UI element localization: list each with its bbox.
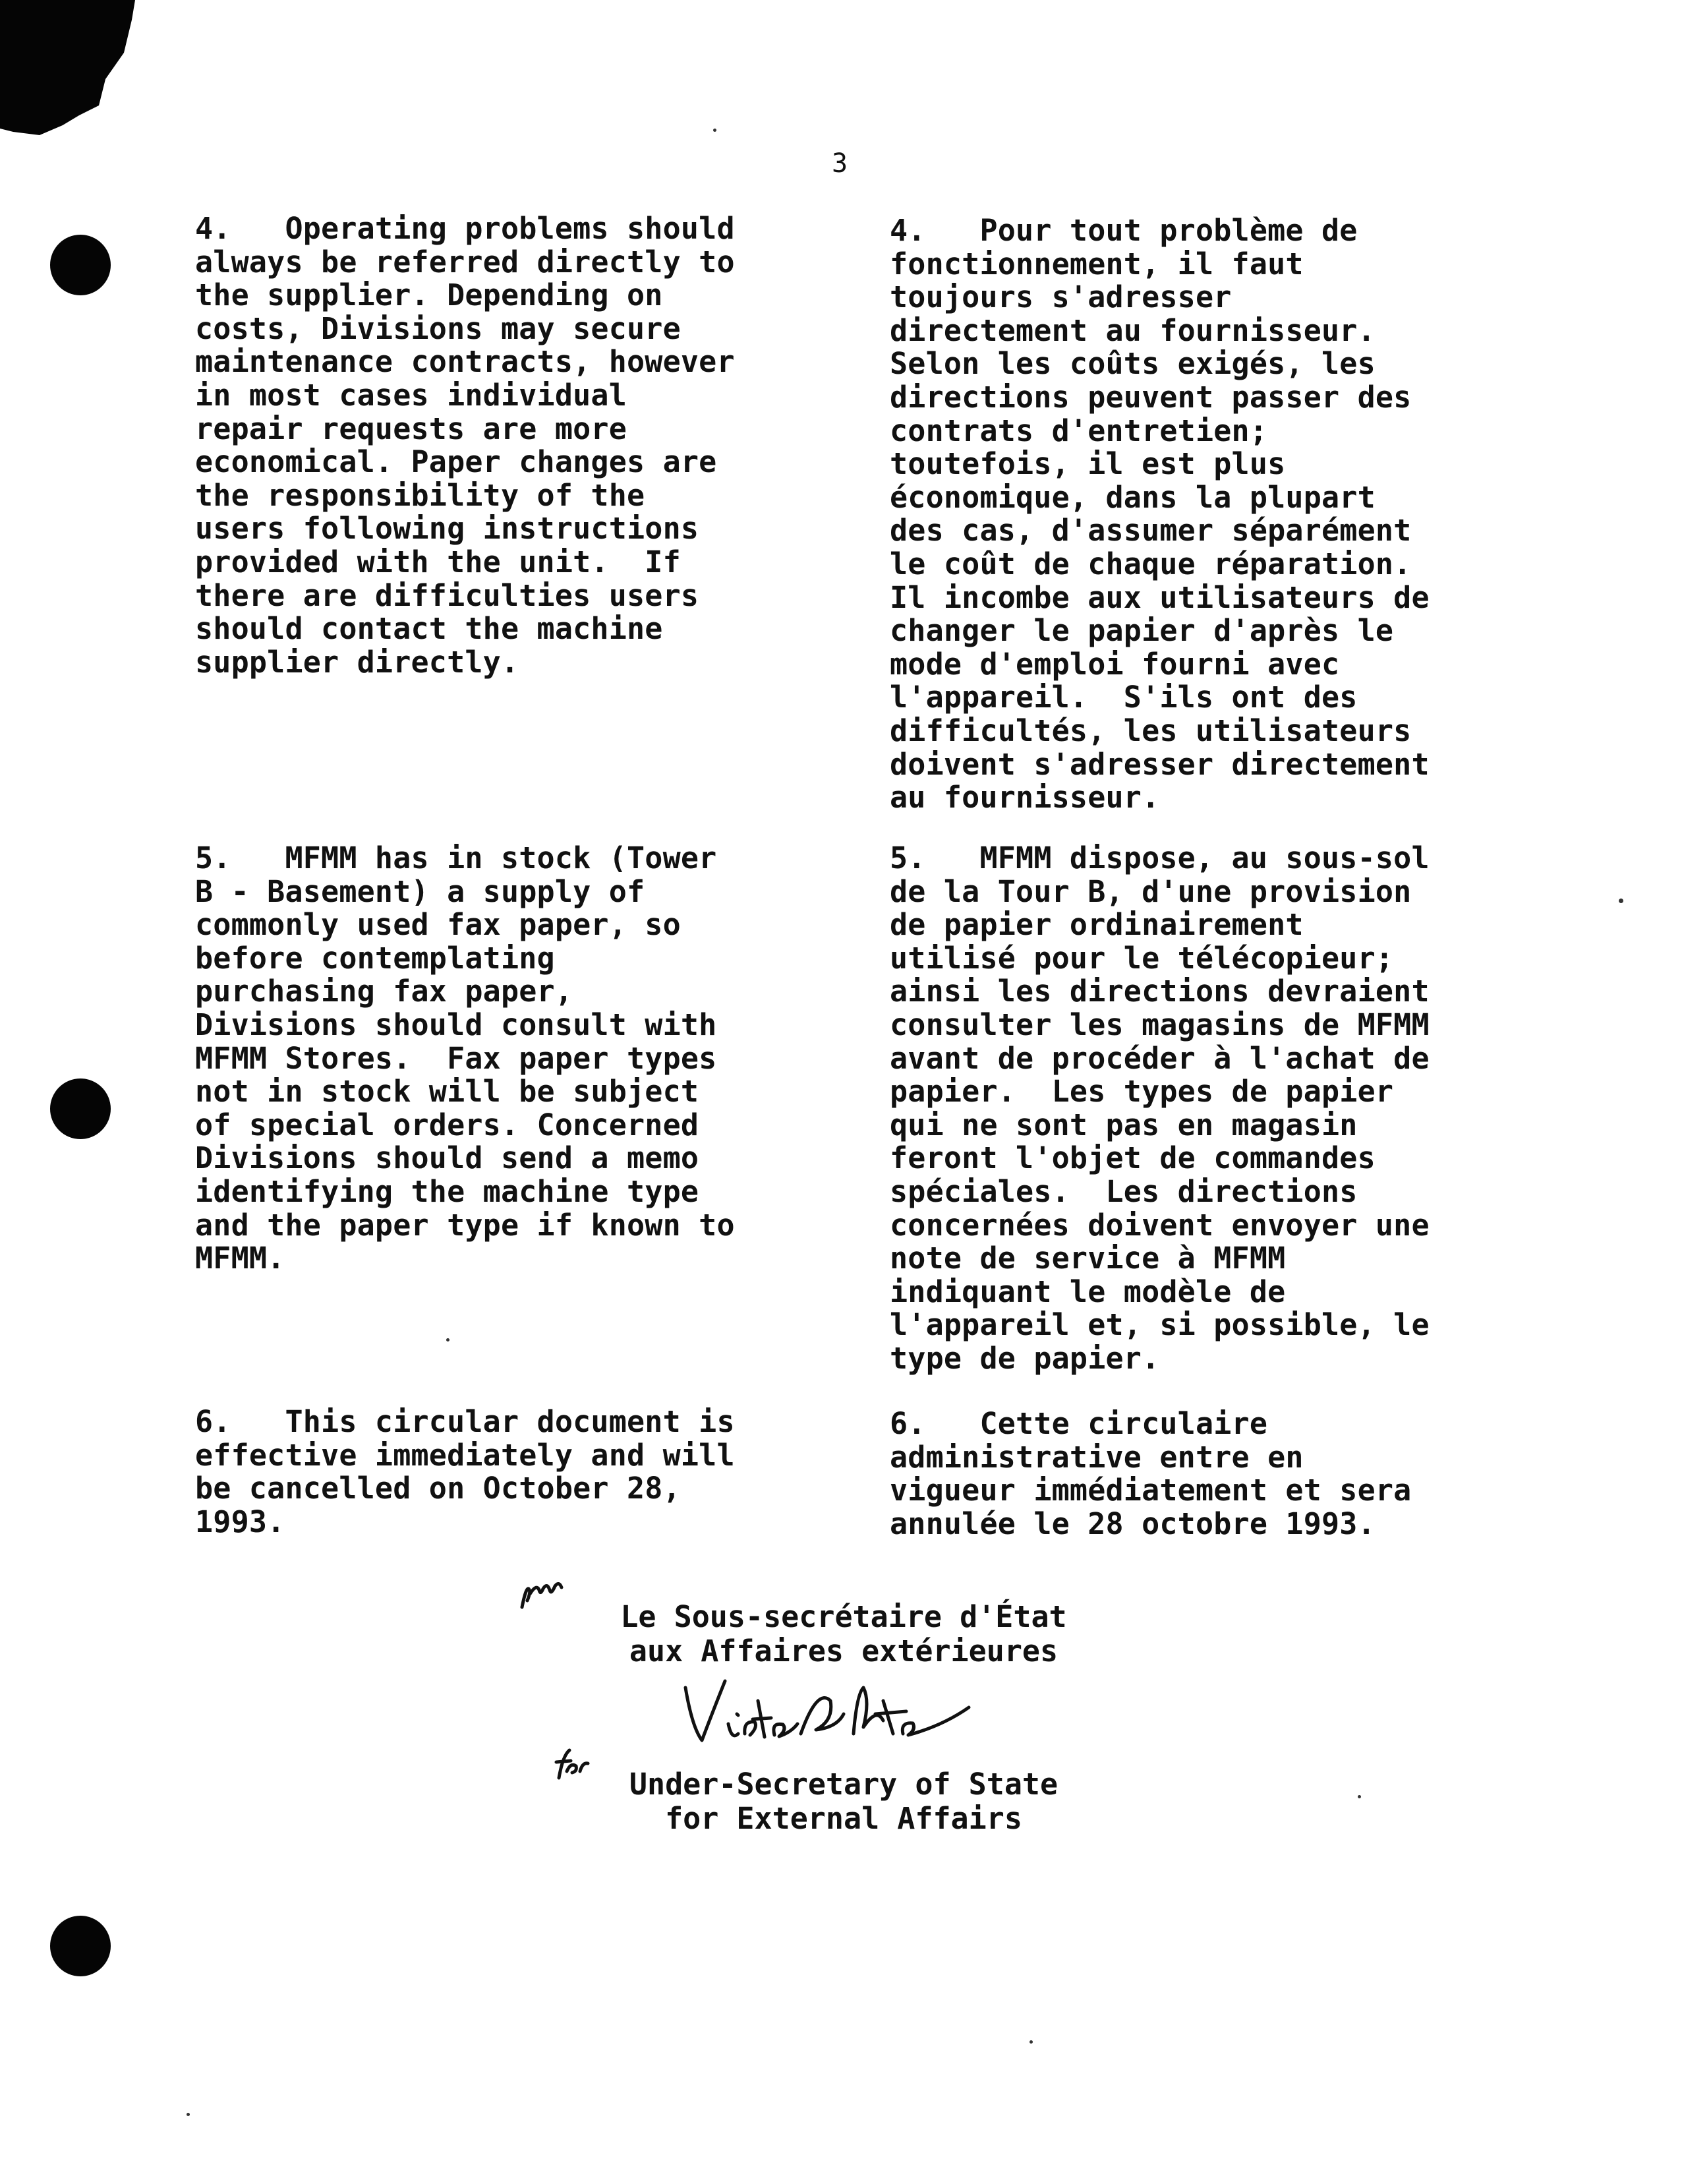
scan-speck <box>1619 899 1623 903</box>
paragraph-6-english: 6. This circular document is effective immediately and will be cancelled on October 28, 1993. <box>195 1404 735 1539</box>
handwritten-signature <box>666 1661 975 1760</box>
paragraph-4-french: 4. Pour tout problème de fonctionnement, il faut toujours s'adresser directement au fournisseur. Selon les coûts exigés, les directions peuvent passer des contrats d'entretien; toutefois, il est plus économique, dans la plupart des cas, d'assumer séparément le coût de chaque réparation. Il incombe aux utilisateurs de changer le papier d'après le mode d'emploi fourni avec l'appareil. S'ils ont des difficultés, les utilisateurs doivent s'adresser directement au fournisseur. <box>890 213 1430 815</box>
punch-hole-bottom <box>50 1916 111 1976</box>
paragraph-4-english: 4. Operating problems should always be referred directly to the supplier. Depending on costs, Divisions may secure maintenance contracts, however in most cases individual repair requests are more economical. Paper changes are the responsibility of the users following instructions provided with the unit. If there are difficulties users should contact the machine supplier directly. <box>195 211 735 680</box>
scan-speck <box>446 1338 450 1342</box>
signatory-title-french: Le Sous-secrétaire d'État aux Affaires extérieures <box>620 1599 1067 1668</box>
scan-speck <box>1358 1795 1361 1798</box>
paragraph-6-french: 6. Cette circulaire administrative entre en vigueur immédiatement et sera annulée le 28 octobre 1993. <box>890 1406 1412 1541</box>
paragraph-5-english: 5. MFMM has in stock (Tower B - Basement) a supply of commonly used fax paper, so before contemplating purchasing fax paper, Divisions should consult with MFMM Stores. Fax paper types not in stock will be subject of special orders. Concerned Divisions should send a memo identifying the machine type and the paper type if known to MFMM. <box>195 841 735 1276</box>
scan-speck <box>713 129 716 132</box>
scan-speck <box>187 2113 190 2116</box>
punch-hole-middle <box>50 1078 111 1139</box>
punch-hole-top <box>50 235 111 295</box>
scan-speck <box>1030 2040 1033 2044</box>
corner-scan-artifact <box>0 0 135 138</box>
paragraph-5-french: 5. MFMM dispose, au sous-sol de la Tour B, d'une provision de papier ordinairement utilisé pour le télécopieur; ainsi les directions devraient consulter les magasins de MFMM avant de procéder à l'achat de papier. Les types de papier qui ne sont pas en magasin feront l'objet de commandes spéciales. Les directions concernées doivent envoyer une note de service à MFMM indiquant le modèle de l'appareil et, si possible, le type de papier. <box>890 841 1430 1376</box>
signatory-title-english: Under-Secretary of State for External Affairs <box>629 1767 1058 1836</box>
page-number: 3 <box>832 148 848 179</box>
